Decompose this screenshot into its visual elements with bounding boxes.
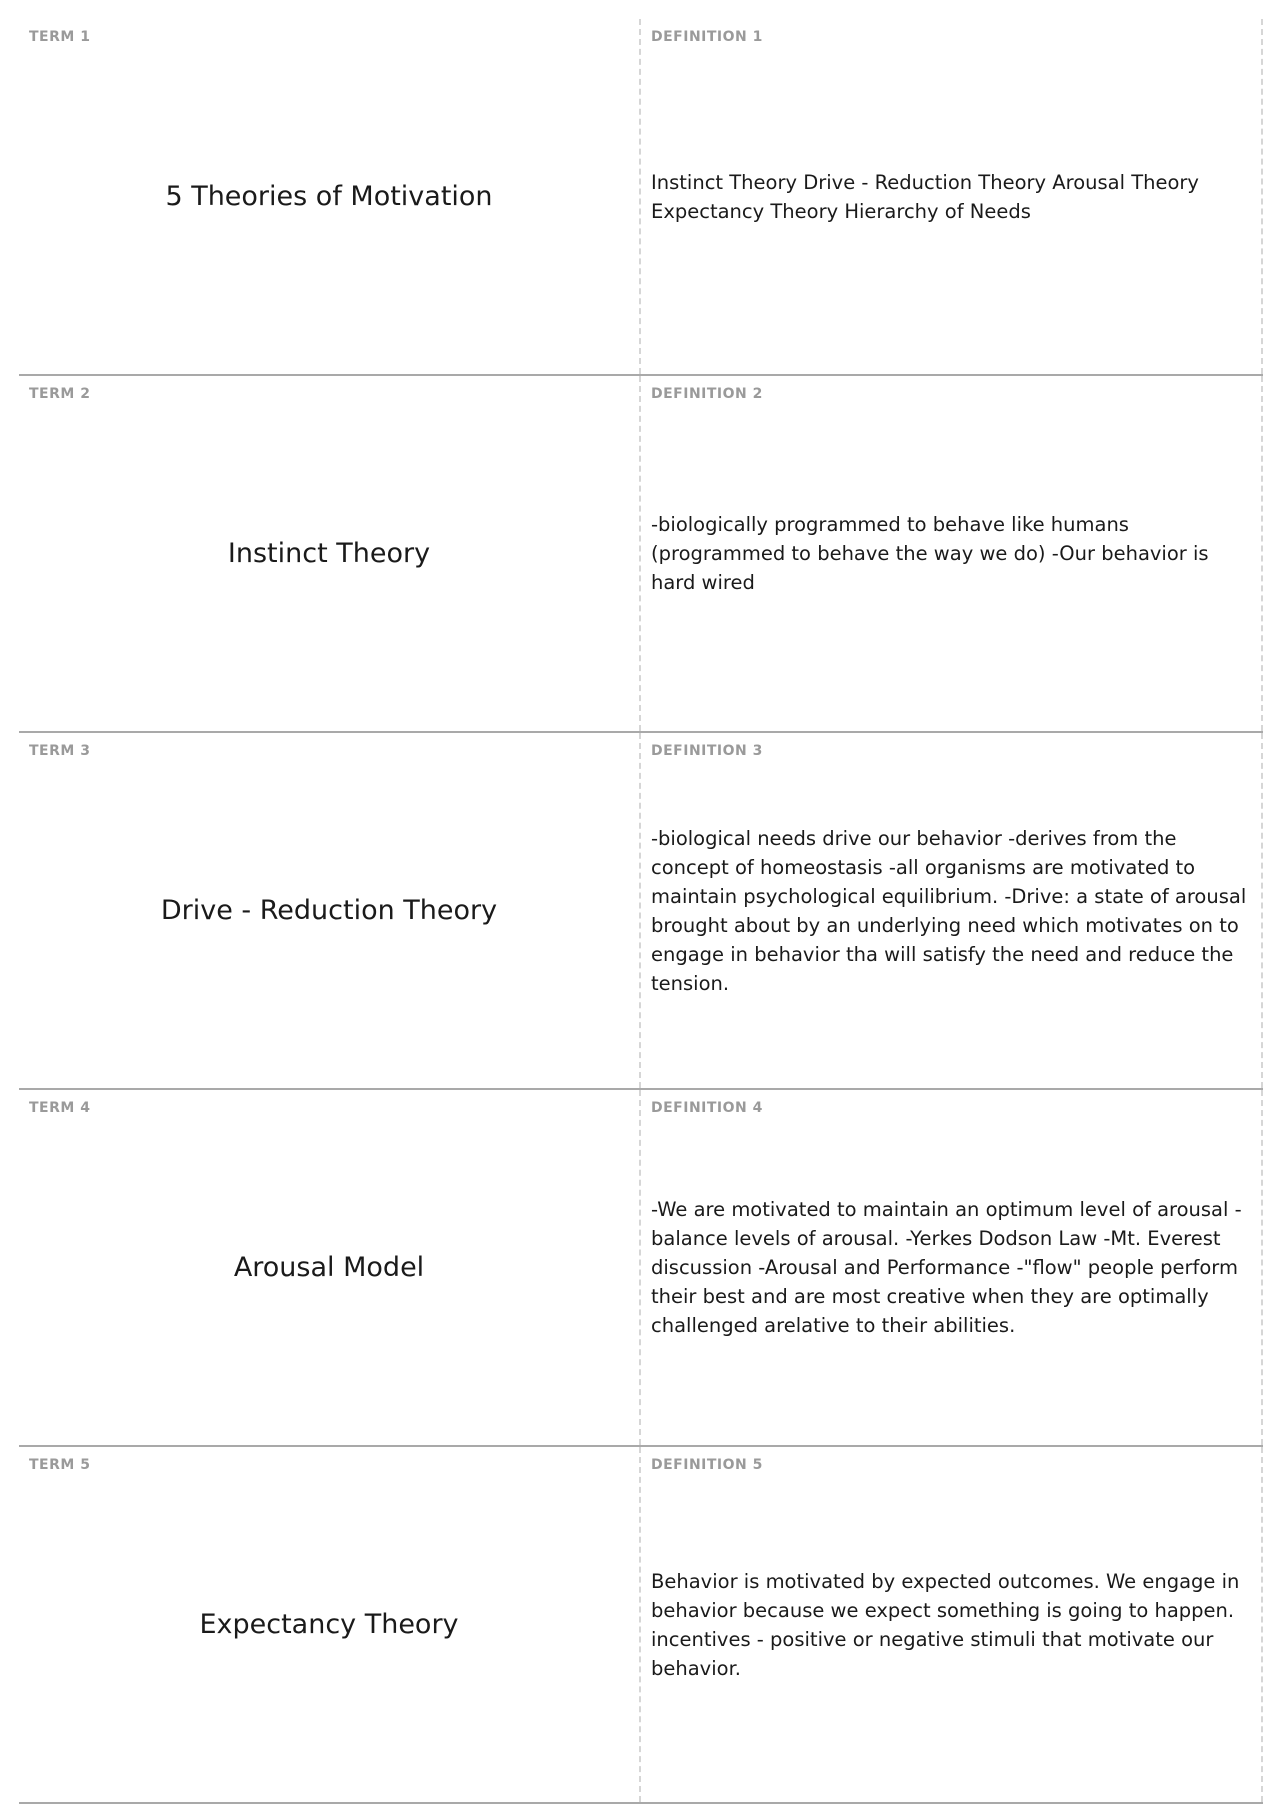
- term-cell: [19, 1090, 641, 1445]
- flashcard-row: [19, 376, 1263, 733]
- term-cell: [19, 19, 641, 374]
- term-cell: [19, 1447, 641, 1802]
- definition-text: -biologically programmed to behave like humans (programmed to behave the way we do) -Our behavior is hard wired: [651, 513, 1209, 594]
- flashcard-row: [19, 19, 1263, 376]
- term-label: TERM 3: [29, 743, 91, 759]
- term-label: TERM 5: [29, 1457, 91, 1473]
- term-cell: [19, 733, 641, 1088]
- definition-cell: [641, 1447, 1263, 1802]
- definition-label: DEFINITION 3: [651, 743, 763, 759]
- definition-text: -biological needs drive our behavior -derives from the concept of homeostasis -all organisms are motivated to maintain psychological equilibrium. -Drive: a state of arousal brought about by an underlying need which motivates on to engage in behavior tha will satisfy the need and reduce the tension.: [651, 826, 1247, 995]
- term-cell: [19, 376, 641, 731]
- flashcard-sheet: [19, 19, 1263, 1804]
- definition-cell: [641, 1090, 1263, 1445]
- term-text: Drive - Reduction Theory: [160, 895, 498, 926]
- term-label: TERM 4: [29, 1100, 91, 1116]
- definition-label: DEFINITION 4: [651, 1100, 763, 1116]
- flashcard-row: [19, 1090, 1263, 1447]
- definition-label: DEFINITION 2: [651, 386, 763, 402]
- term-text: Expectancy Theory: [199, 1609, 459, 1640]
- definition-cell: [641, 376, 1263, 731]
- term-label: TERM 1: [29, 29, 91, 45]
- definition-text: Behavior is motivated by expected outcomes. We engage in behavior because we expect something is going to happen. incentives - positive or negative stimuli that motivate our behavior.: [651, 1569, 1240, 1680]
- definition-label: DEFINITION 5: [651, 1457, 763, 1473]
- definition-text: -We are motivated to maintain an optimum level of arousal -balance levels of arousal. -Yerkes Dodson Law -Mt. Everest discussion -Arousal and Performance -"flow" people perform their best and are most creative when they are optimally challenged arelative to their abilities.: [651, 1198, 1242, 1337]
- definition-text: Instinct Theory Drive - Reduction Theory Arousal Theory Expectancy Theory Hierarchy of Needs: [651, 170, 1199, 223]
- flashcard-row: [19, 1447, 1263, 1804]
- definition-cell: [641, 19, 1263, 374]
- definition-label: DEFINITION 1: [651, 29, 763, 45]
- term-text: 5 Theories of Motivation: [165, 181, 493, 212]
- term-text: Instinct Theory: [227, 538, 431, 569]
- term-text: Arousal Model: [233, 1252, 425, 1283]
- flashcard-row: [19, 733, 1263, 1090]
- definition-cell: [641, 733, 1263, 1088]
- term-label: TERM 2: [29, 386, 91, 402]
